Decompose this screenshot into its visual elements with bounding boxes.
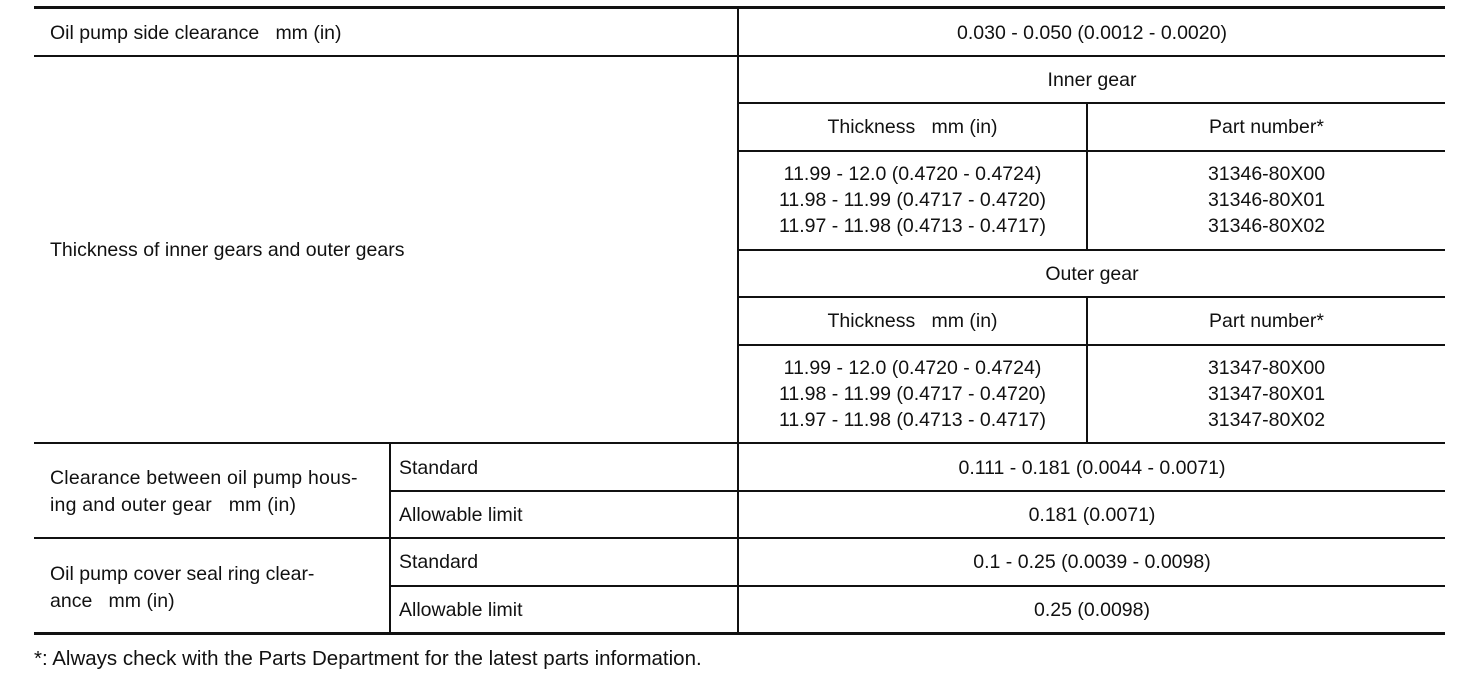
seal-limit-value: 0.25 (0.0098) xyxy=(1033,599,1150,621)
side-clearance-label: Oil pump side clearance mm (in) xyxy=(50,22,342,44)
side-clearance-value: 0.030 - 0.050 (0.0012 - 0.0020) xyxy=(957,22,1227,44)
seal-standard-label: Standard xyxy=(399,551,479,573)
housing-clearance-label: Clearance between oil pump hous- ing and outer gear mm (in) xyxy=(50,467,358,516)
inner-part-numbers: 31346-80X00 31346-80X01 31346-80X02 xyxy=(1207,163,1326,237)
inner-thickness-header: Thickness mm (in) xyxy=(827,116,998,138)
row-divider xyxy=(34,442,1445,444)
parts-footnote: *: Always check with the Parts Department for the latest parts information. xyxy=(34,647,702,670)
housing-standard-value: 0.111 - 0.181 (0.0044 - 0.0071) xyxy=(958,457,1226,479)
row-divider xyxy=(389,585,1445,587)
seal-limit-label: Allowable limit xyxy=(399,599,523,621)
row-divider xyxy=(34,55,1445,57)
housing-standard-label: Standard xyxy=(399,457,479,479)
outer-part-numbers: 31347-80X00 31347-80X01 31347-80X02 xyxy=(1207,357,1326,431)
outer-part-header: Part number* xyxy=(1209,310,1324,332)
outer-thickness-values: 11.99 - 12.0 (0.4720 - 0.4724) 11.98 - 11.99 (0.4717 - 0.4720) 11.97 - 11.98 (0.4713 - 0.4717) xyxy=(778,357,1047,431)
row-divider xyxy=(34,537,1445,539)
housing-limit-label: Allowable limit xyxy=(399,504,523,526)
row-divider xyxy=(738,296,1445,298)
housing-limit-value: 0.181 (0.0071) xyxy=(1028,504,1156,526)
row-divider xyxy=(389,490,1445,492)
seal-standard-value: 0.1 - 0.25 (0.0039 - 0.0098) xyxy=(973,551,1211,573)
outer-gear-title: Outer gear xyxy=(1045,263,1139,285)
inner-thickness-values: 11.99 - 12.0 (0.4720 - 0.4724) 11.98 - 11.99 (0.4717 - 0.4720) 11.97 - 11.98 (0.4713 - 0.4717) xyxy=(778,163,1047,237)
table-bottom-border xyxy=(34,632,1445,635)
inner-part-header: Part number* xyxy=(1209,116,1324,138)
row-divider xyxy=(738,150,1445,152)
seal-ring-clearance-label: Oil pump cover seal ring clear- ance mm (in) xyxy=(50,563,315,612)
inner-gear-title: Inner gear xyxy=(1047,69,1137,91)
table-top-border xyxy=(34,6,1445,9)
row-divider xyxy=(738,102,1445,104)
column-divider xyxy=(389,442,391,635)
outer-thickness-header: Thickness mm (in) xyxy=(827,310,998,332)
gear-thickness-label: Thickness of inner gears and outer gears xyxy=(50,239,405,261)
row-divider xyxy=(738,249,1445,251)
row-divider xyxy=(738,344,1445,346)
